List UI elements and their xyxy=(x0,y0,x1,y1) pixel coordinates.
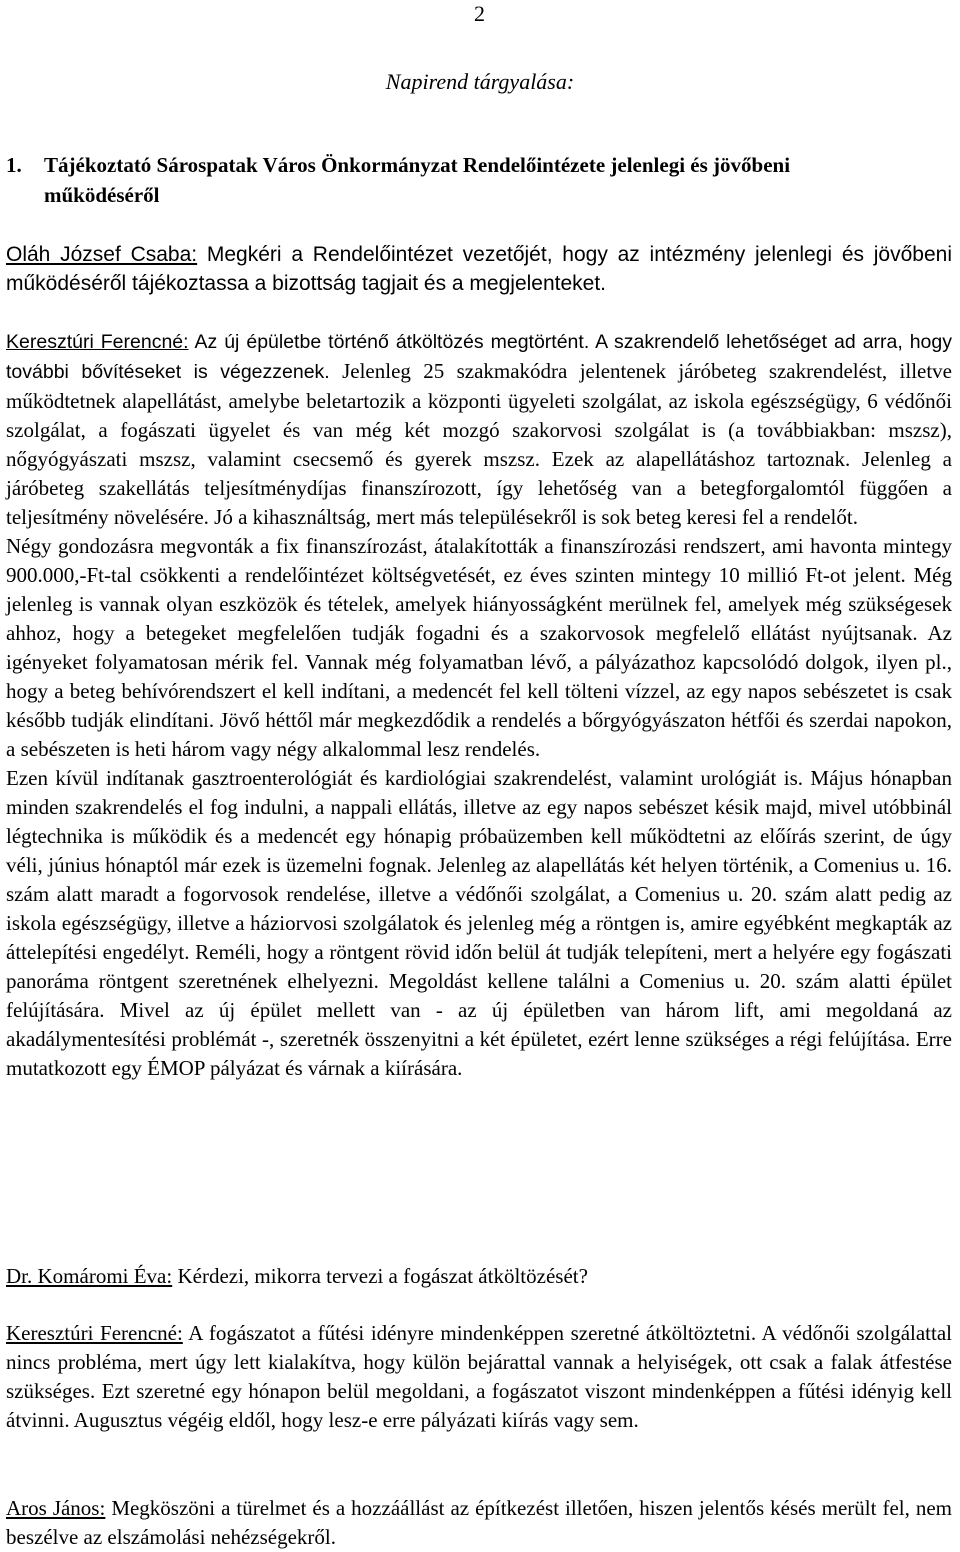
topic-number: 1. xyxy=(6,153,22,177)
page-number: 2 xyxy=(474,1,485,26)
paragraph-kereszturi-2 xyxy=(6,1319,952,1435)
paragraph-text: Ezen kívül indítanak gasztroenterológiát és kardiológiai szakrendelést, valamint urológiát is. Május hónapban minden szakrendelés el fog indulni, a nappali ellátás, illetve az egy napos sebészet késik majd, mivel utóbbinál légtechnika is működik és a medencét egy hónapig próbaüzemben kell működtetni az előírás szerint, de úgy véli, június hónaptól már ezek is üzemelni fognak. Jelenleg az alapellátás két helyen történik, a Comenius u. 16. szám alatt maradt a fogorvosok rendelése, illetve a védőnői szolgálat, a Comenius u. 20. szám alatt pedig az iskola egészségügy, illetve a háziorvosi szolgálatok és jelenleg még a röntgen is, amire egyébként megkapták az áttelepítési engedélyt. Reméli, hogy a röntgent rövid időn belül át tudják telepíteni, mert a helyére egy fogászati panoráma röntgent szeretnének elhelyezni. Megoldást kellene találni a Comenius u. 20. szám alatti épület felújítására. Mivel az új épület mellett van - az új épületben van három lift, ami megoldaná az akadálymentesítési problémát -, szeretnék összenyitni a két épületet, ezért lenne szükséges a régi felújítása. Erre mutatkozott egy ÉMOP pályázat és várnak a kiírására. xyxy=(6,766,952,1080)
topic-title-line2: működéséről xyxy=(44,183,160,207)
paragraph-komaromi xyxy=(6,1262,952,1291)
paragraph-text: Megkéri a Rendelőintézet vezetőjét, hogy az intézmény jelenlegi és jövőbeni működéséről tájékoztassa a bizottság tagjait és a megjelenteket. xyxy=(6,243,952,295)
agenda-topic xyxy=(6,150,952,210)
paragraph-olah xyxy=(6,240,952,298)
paragraph-text: Jelenleg 25 szakmakódra jelentenek járóbeteg szakrendelést, illetve működtetnek alapellátást, amelybe beletartozik a központi ügyeleti szolgálat, az iskola egészségügy, 6 védőnői szolgálat, a fogászati ügyelet és van még két mozgó szakorvosi szolgálat is (a továbbiakban: mszsz), nőgyógyászati mszsz, valamint csecsemő és gyerek mszsz. Ezek az alapellátáshoz tartoznak. Jelenleg a járóbeteg szakellátás teljesítménydíjas finanszírozott, így lehetőség van a betegforgalomtól függően a teljesítmény növelésére. Jó a kihasználtság, mert más településekről is sok beteg keresi fel a rendelőt. xyxy=(6,359,953,529)
agenda-heading: Napirend tárgyalása: xyxy=(385,69,575,94)
paragraph-text: A fogászatot a fűtési idényre mindenképpen szeretné átköltöztetni. A védőnői szolgálattal nincs probléma, mert úgy lett kialakítva, hogy külön bejárattal vannak a helyiségek, ott csak a falak átfestése szükséges. Ezt szeretné egy hónapon belül megoldani, a fogászatot viszont mindenképpen a fűtési idényig kell átvinni. Augusztus végéig eldől, hogy lesz-e erre pályázati kiírás vagy sem. xyxy=(6,1321,952,1432)
paragraph-text: Négy gondozásra megvonták a fix finanszírozást, átalakították a finanszírozási rendszert, ami havonta mintegy 900.000,-Ft-tal csökkenti a rendelőintézet költségvetését, ez éves szinten mintegy 10 millió Ft-ot jelent. Még jelenleg is vannak olyan eszközök és tételek, amelyek hiányosságként merülnek fel, amelyek még szükségesek ahhoz, hogy a betegeket megfelelően tudják fogadni és a szakorvosok megfelelő ellátást nyújtsanak. Az igényeket folyamatosan mérik fel. Vannak még folyamatban lévő, a pályázathoz kapcsolódó dolgok, ilyen pl., hogy a beteg behívórendszert el kell indítani, a medencét fel kell tölteni vízzel, az egy napos sebészetet is csak később tudják elindítani. Jövő héttől már megkezdődik a rendelés a bőrgyógyászaton hétfői és szerdai napokon, a sebészeten is heti három vagy négy alkalommal lesz rendelés. xyxy=(6,534,952,761)
speaker-aros: Aros János: xyxy=(6,1496,106,1520)
paragraph-aros xyxy=(6,1494,952,1552)
paragraph-text-sans: Az új épületbe történő átköltözés megtörtént. A szakrendelő lehetőséget ad arra, hogy további bővítéseket is végezzenek. xyxy=(6,331,953,383)
paragraph-text: Megköszöni a türelmet és a hozzáállást az építkezést illetően, hiszen jelentős késés merült fel, nem beszélve az elszámolási nehézségekről. xyxy=(6,1496,952,1549)
topic-title-line1: Tájékoztató Sárospatak Város Önkormányzat Rendelőintézete jelenlegi és jövőbeni xyxy=(44,153,791,177)
speaker-kereszturi: Keresztúri Ferencné: xyxy=(6,331,189,353)
speaker-komaromi: Dr. Komáromi Éva: xyxy=(6,1264,173,1288)
speaker-kereszturi: Keresztúri Ferencné: xyxy=(6,1321,183,1345)
paragraph-text: Kérdezi, mikorra tervezi a fogászat átköltözését? xyxy=(172,1264,588,1288)
speaker-olah: Oláh József Csaba: xyxy=(6,243,198,266)
paragraph-kereszturi-1 xyxy=(6,327,952,1083)
